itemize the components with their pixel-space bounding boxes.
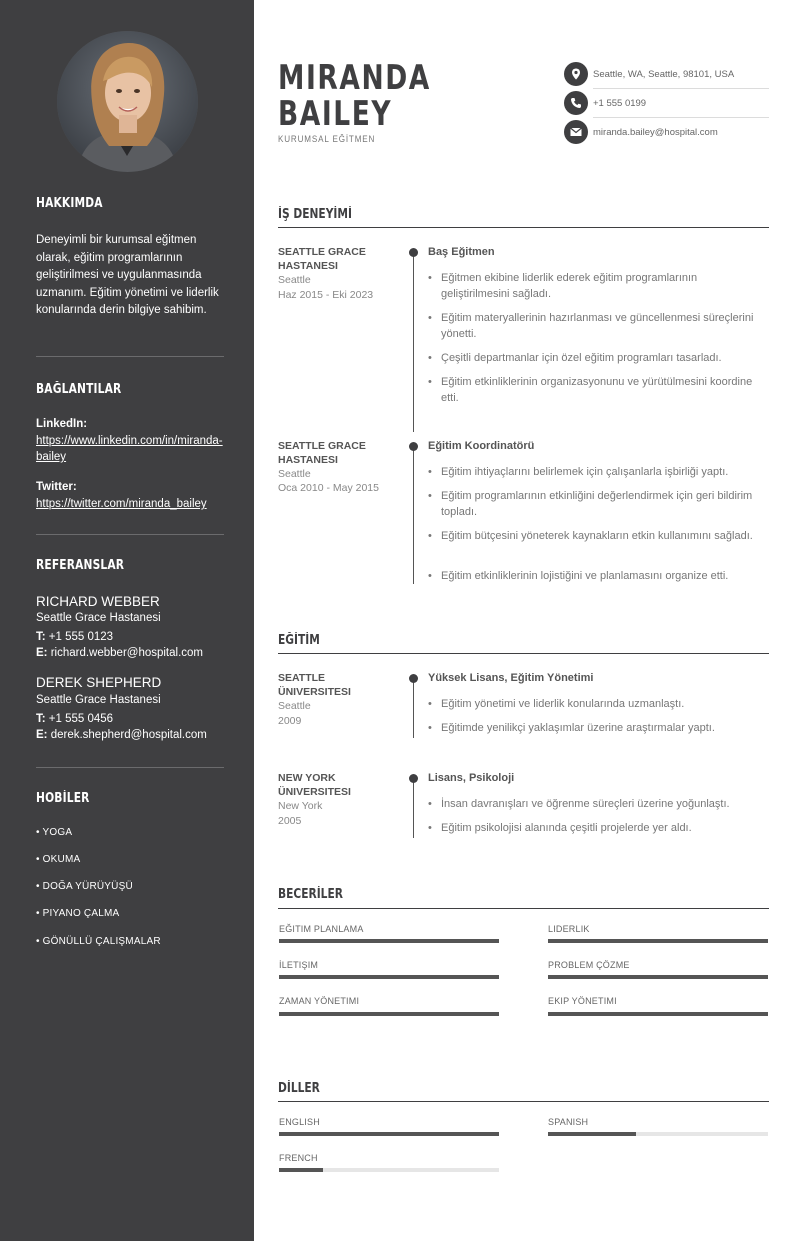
timeline-dot: [409, 774, 418, 783]
section-rule: [278, 1101, 769, 1102]
job-bullet: • Eğitmen ekibine liderlik ederek eğitim programlarının geliştirilmesini sağladı.: [428, 270, 763, 302]
school-location: New York: [278, 800, 323, 812]
languages-title: DİLLER: [278, 1081, 320, 1096]
location-pin-icon: [564, 62, 588, 86]
employer-location: Seattle: [278, 274, 311, 286]
ref-name: RICHARD WEBBER: [36, 594, 160, 609]
education-bullet: • Eğitim yönetimi ve liderlik konularında uzmanlaştı.: [428, 696, 763, 712]
degree: Yüksek Lisans, Eğitim Yönetimi: [428, 672, 594, 684]
job-bullet: • Eğitim bütçesini yöneterek kaynakların etkin kullanımını sağladı.: [428, 528, 763, 544]
education-bullet: • Eğitim psikolojisi alanında çeşitli projelerde yer aldı.: [428, 820, 763, 836]
ref-org: Seattle Grace Hastanesi: [36, 694, 161, 706]
skill-label: İLETIŞIM: [279, 960, 319, 970]
skill-bar-fill: [548, 975, 768, 979]
skill-bar-fill: [279, 939, 499, 943]
graduation-year: 2005: [278, 815, 302, 827]
skill-label: PROBLEM ÇÖZME: [548, 960, 630, 970]
contact-divider: [593, 88, 769, 89]
employer-location: Seattle: [278, 468, 311, 480]
job-position: Baş Eğitmen: [428, 246, 495, 258]
section-rule: [278, 227, 769, 228]
ref-email: E: richard.webber@hospital.com: [36, 647, 203, 659]
profile-photo: [57, 31, 198, 172]
skill-bar: [548, 975, 768, 979]
degree: Lisans, Psikoloji: [428, 772, 515, 784]
job-bullet: • Eğitim materyallerinin hazırlanması ve güncellenmesi süreçlerini yönetti.: [428, 310, 763, 342]
skill-label: LIDERLIK: [548, 924, 590, 934]
refs-title: REFERANSLAR: [36, 558, 125, 573]
about-title: HAKKIMDA: [36, 196, 103, 211]
skill-bar: [279, 1012, 499, 1016]
experience-title: İŞ DENEYİMİ: [278, 207, 352, 222]
employment-dates: Haz 2015 - Eki 2023: [278, 289, 374, 301]
employer-name: SEATTLE GRACE HASTANESI: [278, 440, 366, 466]
timeline-dot: [409, 248, 418, 257]
school-location: Seattle: [278, 700, 311, 712]
skill-bar-fill: [548, 1012, 768, 1016]
skill-bar: [279, 939, 499, 943]
ref-org: Seattle Grace Hastanesi: [36, 612, 161, 624]
employment-dates: Oca 2010 - May 2015: [278, 482, 379, 494]
job-bullet: • Eğitim etkinliklerinin lojistiğini ve planlamasını organize etti.: [428, 568, 763, 584]
job-bullet: • Eğitim programlarının etkinliğini değerlendirmek için geri bildirim topladı.: [428, 488, 763, 520]
language-bar: [548, 1132, 768, 1136]
about-text: Deneyimli bir kurumsal eğitmen olarak, eğitim programlarının geliştirilmesi ve uygulanmasında uzmanım. Eğitim yönetimi ve liderlik konularında derin bilgiye sahibim.: [36, 234, 219, 316]
language-label: FRENCH: [279, 1153, 318, 1163]
language-bar-fill: [548, 1132, 636, 1136]
contact-phone: +1 555 0199: [593, 98, 647, 109]
skill-bar-fill: [279, 1012, 499, 1016]
job-bullet: • Eğitim ihtiyaçlarını belirlemek için çalışanlarla işbirliği yaptı.: [428, 464, 763, 480]
skill-bar: [548, 1012, 768, 1016]
language-label: ENGLISH: [279, 1117, 320, 1127]
section-rule: [278, 908, 769, 909]
language-label: SPANISH: [548, 1117, 589, 1127]
language-bar: [279, 1132, 499, 1136]
first-name: MIRANDA: [278, 58, 431, 98]
linkedin-link[interactable]: https://www.linkedin.com/in/miranda-bailey: [36, 435, 223, 463]
education-bullet: • Eğitimde yenilikçi yaklaşımlar üzerine araştırmalar yaptı.: [428, 720, 763, 736]
skill-bar: [548, 939, 768, 943]
skill-bar-fill: [279, 975, 499, 979]
last-name: BAILEY: [278, 94, 393, 134]
skill-label: ZAMAN YÖNETIMI: [279, 996, 360, 1006]
ref-phone: T: +1 555 0456: [36, 713, 114, 725]
skills-title: BECERİLER: [278, 887, 343, 902]
contact-divider: [593, 117, 769, 118]
twitter-link[interactable]: https://twitter.com/miranda_bailey: [36, 498, 207, 510]
job-role: KURUMSAL EĞİTMEN: [278, 134, 376, 145]
ref-name: DEREK SHEPHERD: [36, 675, 162, 690]
skill-label: EĞITIM PLANLAMA: [279, 924, 364, 934]
contact-address: Seattle, WA, Seattle, 98101, USA: [593, 69, 735, 80]
hobbies-title: HOBİLER: [36, 791, 90, 806]
divider: [36, 534, 224, 535]
hobby-item: • GÖNÜLLÜ ÇALIŞMALAR: [36, 936, 161, 947]
language-bar-fill: [279, 1168, 323, 1172]
timeline-line: [413, 778, 414, 838]
school-name: SEATTLE ÜNIVERSITESI: [278, 672, 351, 698]
hobby-item: • OKUMA: [36, 854, 81, 865]
hobby-item: • YOGA: [36, 827, 73, 838]
language-bar: [279, 1168, 499, 1172]
timeline-dot: [409, 442, 418, 451]
ref-email: E: derek.shepherd@hospital.com: [36, 729, 207, 741]
linkedin-label: LinkedIn:: [36, 418, 88, 430]
skill-bar-fill: [548, 939, 768, 943]
sidebar: [0, 0, 254, 1241]
timeline-line: [413, 252, 414, 432]
divider: [36, 767, 224, 768]
skill-bar: [279, 975, 499, 979]
graduation-year: 2009: [278, 715, 302, 727]
job-bullet: • Eğitim etkinliklerinin organizasyonunu ve yürütülmesini koordine etti.: [428, 374, 763, 406]
hobby-item: • PIYANO ÇALMA: [36, 908, 120, 919]
phone-icon: [564, 91, 588, 115]
twitter-label: Twitter:: [36, 481, 77, 493]
timeline-line: [413, 678, 414, 738]
links-title: BAĞLANTILAR: [36, 382, 122, 397]
school-name: NEW YORK ÜNIVERSITESI: [278, 772, 351, 798]
skill-label: EKIP YÖNETIMI: [548, 996, 617, 1006]
section-rule: [278, 653, 769, 654]
employer-name: SEATTLE GRACE HASTANESI: [278, 246, 366, 272]
education-title: EĞİTİM: [278, 633, 320, 648]
timeline-dot: [409, 674, 418, 683]
timeline-line: [413, 446, 414, 584]
contact-email: miranda.bailey@hospital.com: [593, 127, 718, 138]
education-bullet: • İnsan davranışları ve öğrenme süreçleri üzerine yoğunlaştı.: [428, 796, 763, 812]
ref-phone: T: +1 555 0123: [36, 631, 114, 643]
language-bar-fill: [279, 1132, 499, 1136]
email-icon: [564, 120, 588, 144]
job-bullet: • Çeşitli departmanlar için özel eğitim programları tasarladı.: [428, 350, 763, 366]
job-position: Eğitim Koordinatörü: [428, 440, 535, 452]
divider: [36, 356, 224, 357]
hobby-item: • DOĞA YÜRÜYÜŞÜ: [36, 881, 133, 892]
